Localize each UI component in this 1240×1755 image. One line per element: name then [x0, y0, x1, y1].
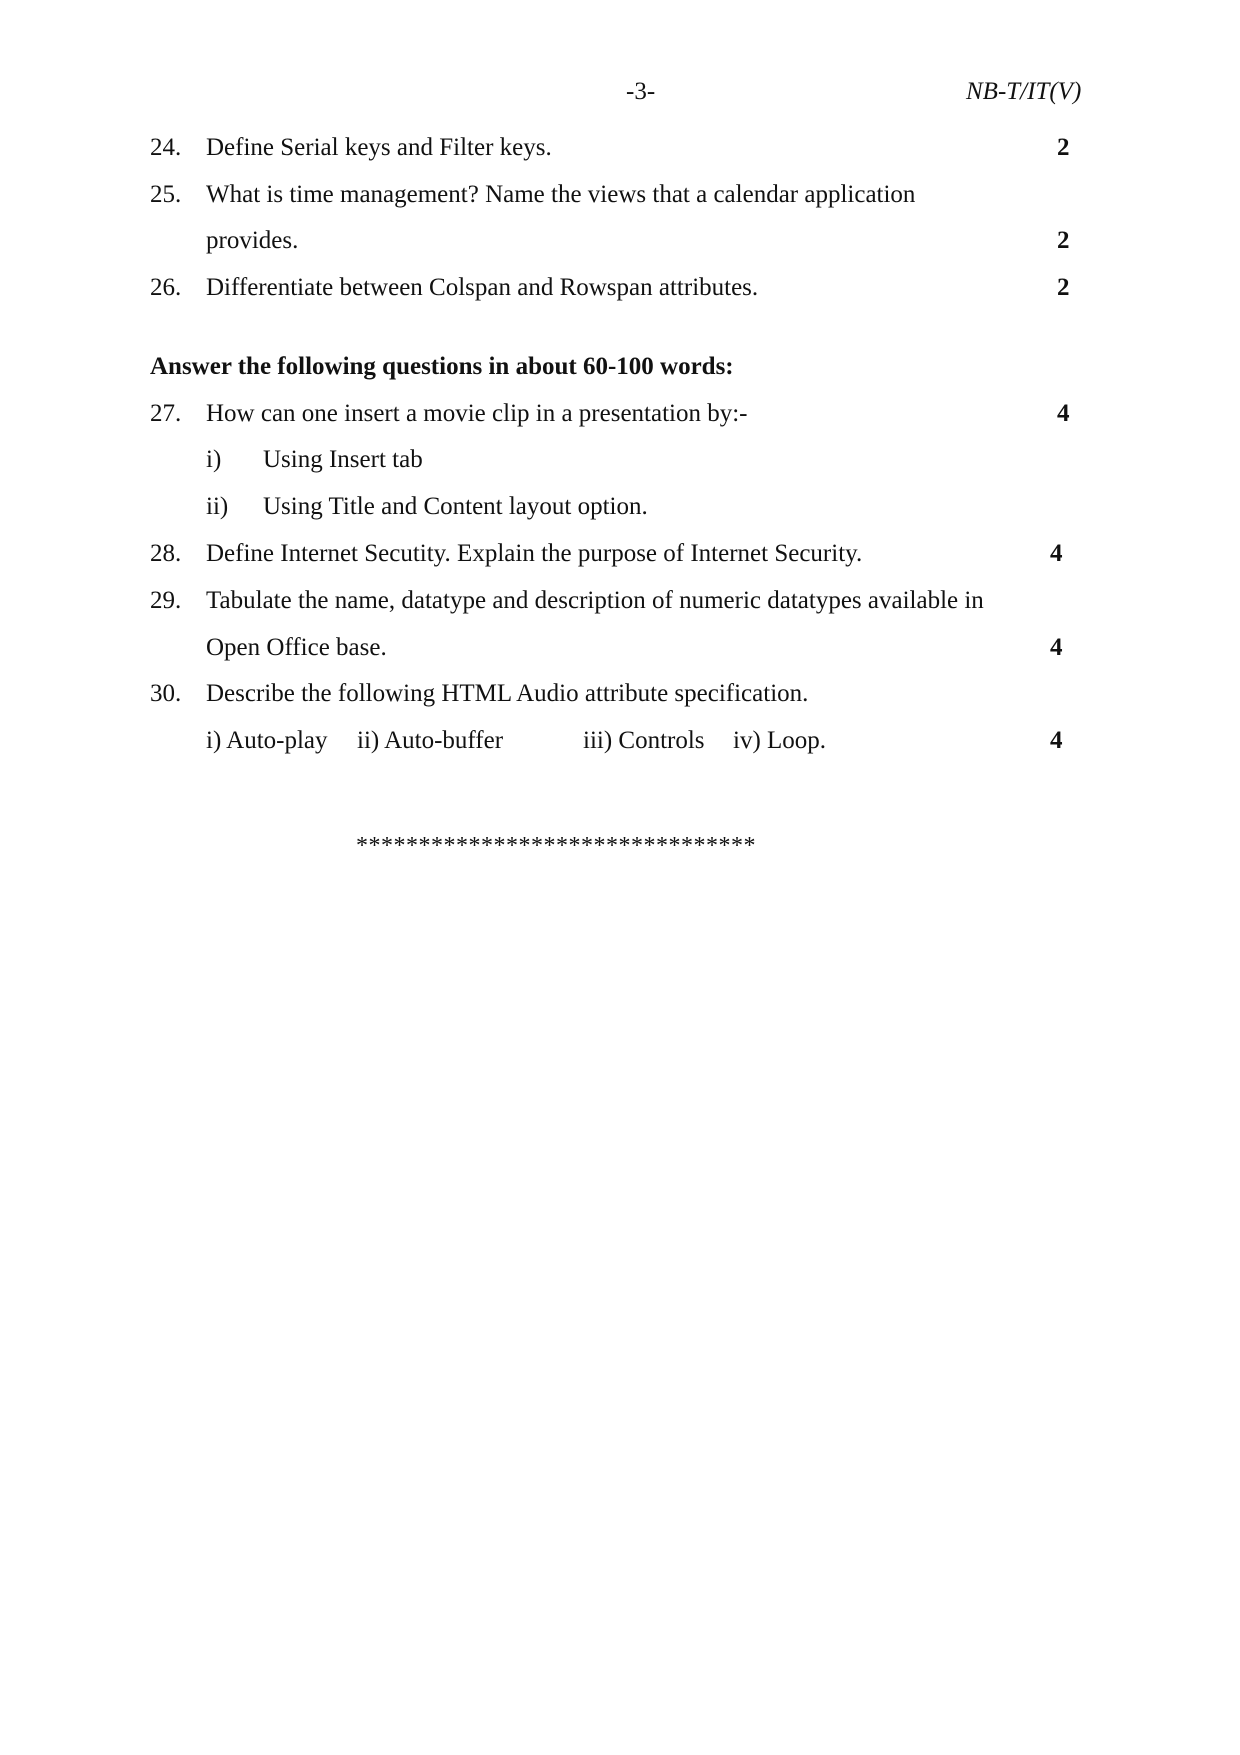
subitem-label: ii) — [206, 493, 229, 520]
question-number: 28. — [150, 540, 182, 567]
subitem-text: Using Title and Content layout option. — [263, 493, 648, 520]
option-loop: iv) Loop. — [733, 727, 827, 754]
question-marks: 4 — [1050, 727, 1063, 754]
paper-code: NB-T/IT(V) — [966, 78, 1082, 105]
question-text: Define Serial keys and Filter keys. — [206, 134, 552, 161]
option-auto-buffer: ii) Auto-buffer — [357, 727, 504, 754]
question-text: Tabulate the name, datatype and description of numeric datatypes available in — [206, 587, 984, 614]
subitem-text: Using Insert tab — [263, 446, 423, 473]
question-marks: 2 — [1057, 134, 1070, 161]
question-number: 25. — [150, 181, 182, 208]
question-text: What is time management? Name the views that a calendar application — [206, 181, 916, 208]
question-number: 27. — [150, 400, 182, 427]
question-marks: 2 — [1057, 274, 1070, 301]
question-marks: 4 — [1057, 400, 1070, 427]
subitem-label: i) — [206, 446, 222, 473]
question-number: 26. — [150, 274, 182, 301]
question-marks: 4 — [1050, 634, 1063, 661]
option-controls: iii) Controls — [583, 727, 705, 754]
question-number: 24. — [150, 134, 182, 161]
question-number: 30. — [150, 680, 182, 707]
option-auto-play: i) Auto-play — [206, 727, 328, 754]
question-marks: 2 — [1057, 227, 1070, 254]
question-text-continued: provides. — [206, 227, 299, 254]
question-marks: 4 — [1050, 540, 1063, 567]
end-of-paper-marker: ******************************** — [356, 833, 756, 859]
question-text: Describe the following HTML Audio attribute specification. — [206, 680, 809, 707]
question-text: How can one insert a movie clip in a presentation by:- — [206, 400, 748, 427]
page-number: -3- — [626, 78, 656, 105]
question-text: Differentiate between Colspan and Rowspan attributes. — [206, 274, 759, 301]
question-number: 29. — [150, 587, 182, 614]
question-text-continued: Open Office base. — [206, 634, 387, 661]
question-text: Define Internet Secutity. Explain the purpose of Internet Security. — [206, 540, 863, 567]
section-heading: Answer the following questions in about 60-100 words: — [150, 353, 734, 380]
